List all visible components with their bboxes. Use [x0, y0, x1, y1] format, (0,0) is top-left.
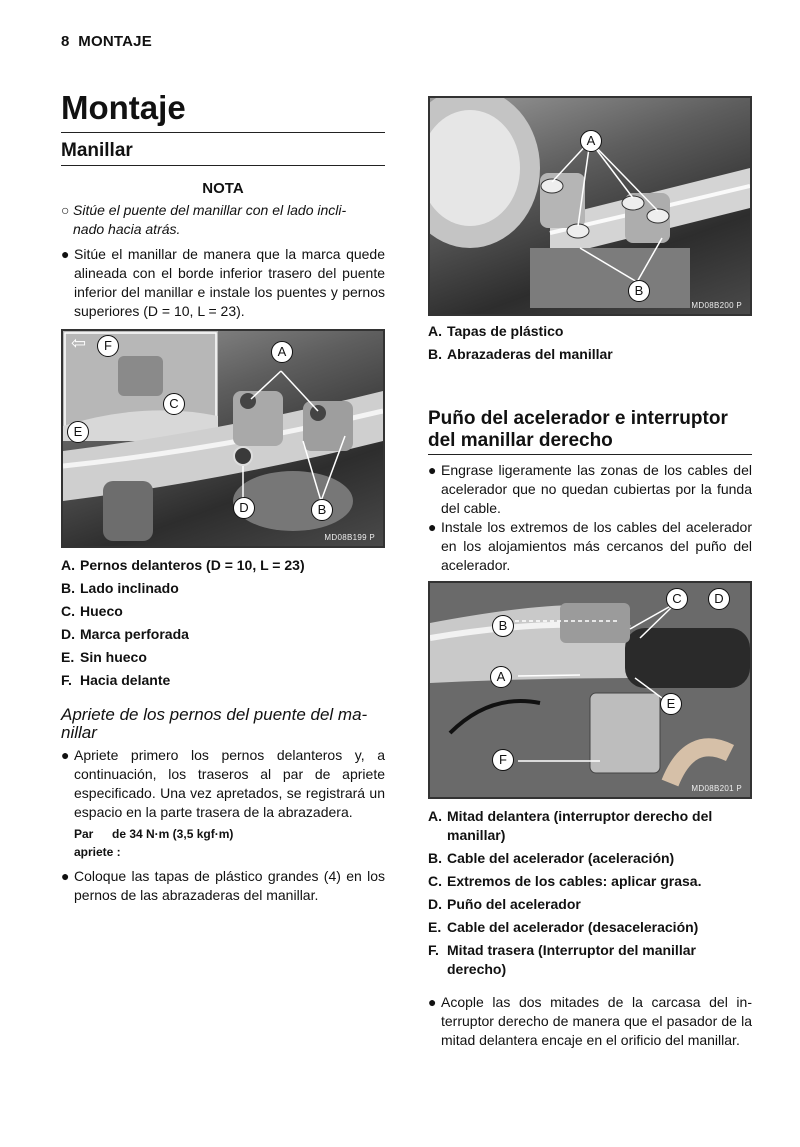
bullet-paragraph	[428, 518, 752, 575]
legend-letter: D.	[61, 626, 75, 642]
bullet-paragraph	[61, 746, 385, 822]
photo-throttle-grip	[428, 581, 752, 799]
legend-text: Extremos de los cables: aplicar grasa.	[447, 873, 702, 889]
legend-photo-2	[428, 322, 752, 364]
photo-illustration	[430, 583, 750, 797]
legend-text: Tapas de plástico	[447, 323, 564, 339]
legend-letter: C.	[428, 873, 442, 889]
legend-item	[428, 807, 752, 845]
legend-item	[428, 895, 752, 914]
legend-letter: B.	[428, 346, 442, 362]
chapter-title: Montaje	[61, 90, 385, 133]
legend-letter: A.	[428, 808, 442, 824]
photo-code: MD08B201 P	[691, 784, 742, 793]
bullet-marker: ●	[428, 519, 437, 535]
legend-text: Mitad trasera (Interruptor del manillar derecho)	[447, 942, 696, 977]
bullet-marker: ●	[428, 462, 437, 478]
legend-item	[61, 579, 385, 598]
legend-item	[428, 941, 752, 979]
legend-item	[428, 872, 752, 891]
legend-item	[61, 556, 385, 575]
legend-letter: B.	[428, 850, 442, 866]
left-column	[61, 90, 385, 905]
legend-text: Abrazaderas del manillar	[447, 346, 613, 362]
bullet-marker: ●	[428, 994, 437, 1010]
legend-text: Lado inclinado	[80, 580, 179, 596]
legend-letter: E.	[61, 649, 75, 665]
legend-text: Pernos delanteros (D = 10, L = 23)	[80, 557, 305, 573]
section-title-throttle	[428, 408, 752, 455]
page-number: 8	[61, 33, 70, 50]
legend-letter: D.	[428, 896, 442, 912]
legend-item	[428, 345, 752, 364]
bullet-text: Instale los extremos de los cables del acelerador en los alojamientos más cercanos del puño del acelerador.	[441, 519, 752, 573]
legend-text: Sin hueco	[80, 649, 147, 665]
bullet-marker: ●	[61, 246, 70, 262]
legend-text: Mitad delantera (interruptor derecho del manillar)	[447, 808, 713, 843]
bullet-text: Acople las dos mitades de la carcasa del interruptor derecho de manera que el pasador de la mitad delantera encaje en el orificio del manillar.	[441, 994, 752, 1048]
photo-plastic-caps	[428, 96, 752, 316]
note	[61, 201, 385, 239]
photo-code: MD08B200 P	[691, 301, 742, 310]
torque-spec	[74, 825, 385, 843]
legend-letter: F.	[61, 672, 72, 688]
callout-f: F	[97, 335, 119, 357]
callout-d: D	[233, 497, 255, 519]
legend-item	[428, 849, 752, 868]
callout-a: A	[580, 130, 602, 152]
callout-b: B	[311, 499, 333, 521]
subheading-line-2: nillar	[61, 723, 97, 742]
bullet-paragraph	[61, 867, 385, 905]
torque-value: de 34 N·m (3,5 kgf·m)	[112, 827, 234, 841]
photo-code: MD08B199 P	[324, 533, 375, 542]
legend-text: Hueco	[80, 603, 123, 619]
legend-text: Puño del acelerador	[447, 896, 581, 912]
subheading-torque	[61, 706, 385, 742]
running-header	[61, 33, 152, 50]
legend-photo-3	[428, 807, 752, 979]
bullet-marker: ●	[61, 747, 70, 763]
legend-text: Marca perforada	[80, 626, 189, 642]
note-text-line-1: Sitúe el puente del manillar con el lado incli-	[73, 202, 347, 218]
legend-letter: C.	[61, 603, 75, 619]
bullet-paragraph	[428, 461, 752, 518]
torque-spec-continued	[74, 843, 385, 861]
subheading-line-1: Apriete de los pernos del puente del ma-	[61, 705, 368, 724]
section-title-line-2: del manillar derecho	[428, 430, 613, 451]
callout-a: A	[490, 666, 512, 688]
callout-a: A	[271, 341, 293, 363]
callout-e: E	[660, 693, 682, 715]
legend-letter: F.	[428, 942, 439, 958]
callout-b: B	[492, 615, 514, 637]
bullet-text: Coloque las tapas de plástico grandes (4) en los pernos de las abrazaderas del manillar.	[74, 868, 385, 903]
torque-label: Par	[74, 827, 94, 841]
bullet-text: Engrase ligeramente las zonas de los cables del acelerador que no quedan cubiertas por la funda del cable.	[441, 462, 752, 516]
note-title: NOTA	[202, 180, 244, 197]
photo-illustration	[63, 331, 383, 546]
legend-photo-1	[61, 556, 385, 690]
legend-letter: E.	[428, 919, 442, 935]
legend-item	[61, 625, 385, 644]
legend-letter: A.	[428, 323, 442, 339]
callout-c: C	[666, 588, 688, 610]
bullet-marker: ●	[61, 868, 70, 884]
legend-item	[428, 918, 752, 937]
bullet-text: Sitúe el manillar de manera que la marca quede alineada con el borde inferior trasero del puente inferior del manillar e instale los puentes y pernos superiores (D = 10, L = 23).	[74, 246, 385, 319]
section-title-line-1: Puño del acelerador e interruptor	[428, 408, 728, 429]
bullet-text: Apriete primero los pernos delanteros y, a continuación, los traseros al par de apriete especificado. Una vez apretados, se registrará un espacio en la parte trasera de la abrazadera.	[74, 747, 385, 820]
callout-d: D	[708, 588, 730, 610]
callout-e: E	[67, 421, 89, 443]
legend-text: Hacia delante	[80, 672, 171, 688]
legend-item	[61, 648, 385, 667]
note-marker: ○	[61, 202, 70, 218]
legend-text: Cable del acelerador (desaceleración)	[447, 919, 699, 935]
legend-item	[428, 322, 752, 341]
running-section-name: MONTAJE	[78, 33, 152, 50]
forward-arrow-icon: ⇦	[71, 333, 87, 353]
bullet-paragraph	[428, 993, 752, 1050]
legend-item	[61, 602, 385, 621]
callout-b: B	[628, 280, 650, 302]
legend-item	[61, 671, 385, 690]
torque-label-continued: apriete :	[74, 845, 121, 859]
callout-f: F	[492, 749, 514, 771]
legend-letter: A.	[61, 557, 75, 573]
callout-c: C	[163, 393, 185, 415]
section-title-manillar: Manillar	[61, 137, 385, 166]
right-column	[428, 96, 752, 1050]
photo-handlebar-clamps	[61, 329, 385, 548]
legend-text: Cable del acelerador (aceleración)	[447, 850, 675, 866]
bullet-paragraph	[61, 245, 385, 321]
legend-letter: B.	[61, 580, 75, 596]
note-text-line-2: nado hacia atrás.	[73, 221, 181, 237]
